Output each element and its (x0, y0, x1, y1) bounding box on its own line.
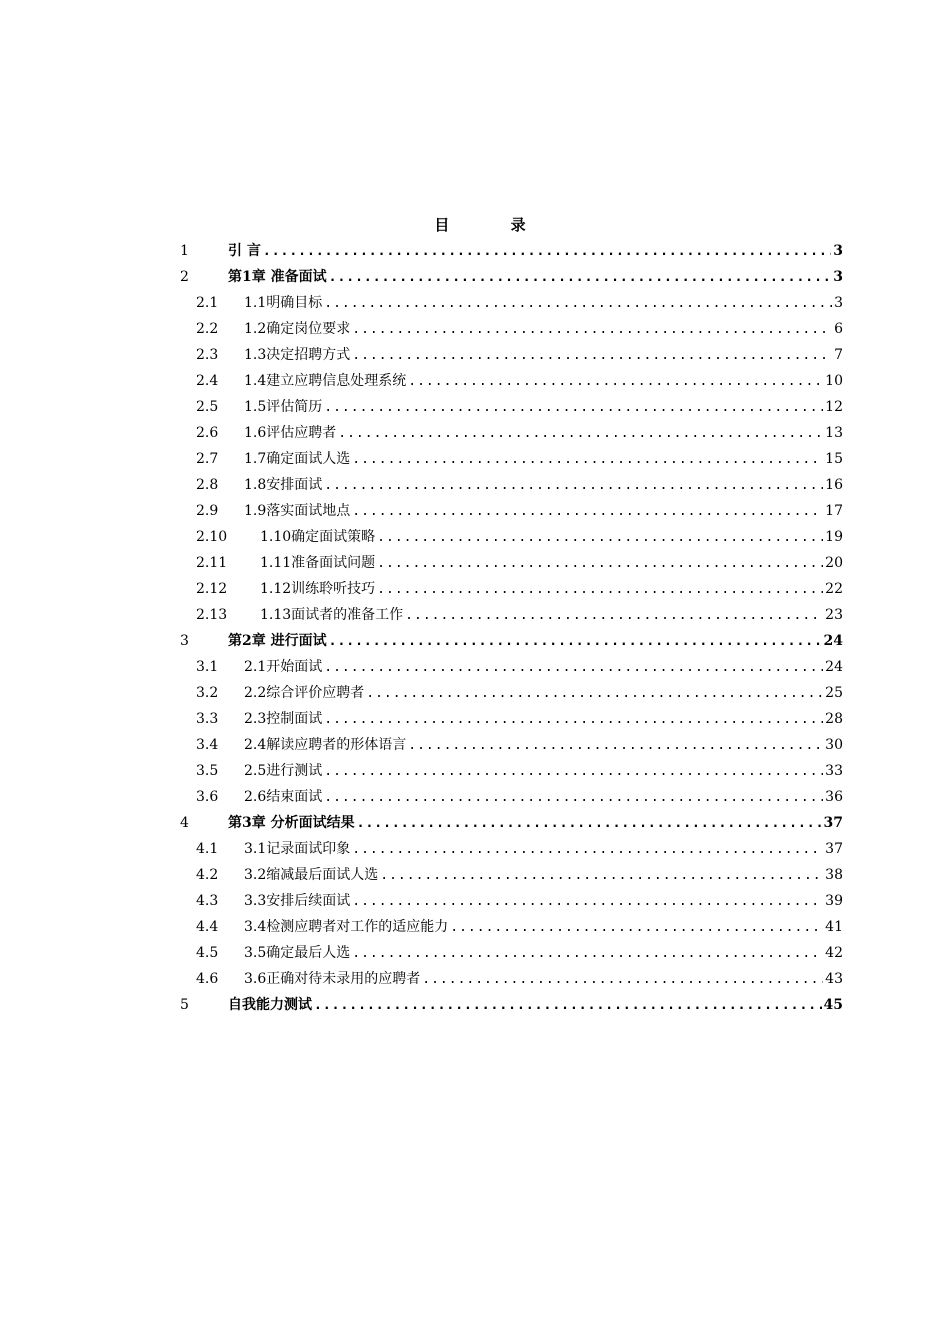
toc-entry-title: 1.9落实面试地点 (244, 503, 351, 519)
toc-entry[interactable] (180, 524, 843, 550)
toc-entry[interactable] (180, 342, 843, 368)
toc-dot-leader (377, 577, 823, 603)
toc-entry-page: 15 (825, 451, 843, 467)
toc-dot-leader (352, 343, 832, 369)
toc-list (180, 238, 843, 1018)
toc-entry-number: 4.6 (196, 971, 219, 987)
toc-entry[interactable] (180, 264, 843, 290)
toc-entry[interactable] (180, 836, 843, 862)
toc-dot-leader (352, 447, 823, 473)
toc-entry[interactable] (180, 810, 843, 836)
toc-dot-leader (329, 265, 832, 291)
toc-entry-number: 3.3 (196, 711, 219, 727)
toc-entry-number: 2.13 (196, 607, 228, 623)
toc-entry-number: 5 (180, 997, 189, 1013)
toc-entry-title: 1.13面试者的准备工作 (260, 607, 404, 623)
toc-entry-page: 10 (825, 373, 843, 389)
toc-entry[interactable] (180, 654, 843, 680)
toc-entry[interactable] (180, 966, 843, 992)
toc-entry-number: 2.3 (196, 347, 219, 363)
toc-entry[interactable] (180, 680, 843, 706)
toc-entry-number: 4.2 (196, 867, 219, 883)
toc-entry-title: 1.8安排面试 (244, 477, 323, 493)
toc-entry-number: 4.4 (196, 919, 219, 935)
toc-entry-title: 第3章 分析面试结果 (228, 815, 355, 831)
toc-entry-page: 37 (825, 841, 843, 857)
toc-entry-number: 2.1 (196, 295, 219, 311)
toc-entry-title: 3.4检测应聘者对工作的适应能力 (244, 919, 449, 935)
toc-entry-page: 41 (825, 919, 843, 935)
toc-entry-title: 1.10确定面试策略 (260, 529, 376, 545)
toc-entry[interactable] (180, 368, 843, 394)
toc-entry[interactable] (180, 238, 843, 264)
toc-entry-title: 3.3安排后续面试 (244, 893, 351, 909)
toc-entry-page: 7 (834, 347, 843, 363)
toc-dot-leader (324, 759, 823, 785)
toc-entry[interactable] (180, 914, 843, 940)
toc-entry-number: 2.2 (196, 321, 219, 337)
toc-dot-leader (380, 863, 823, 889)
toc-entry-title: 1.5评估简历 (244, 399, 323, 415)
toc-entry-page: 19 (825, 529, 843, 545)
toc-entry-page: 24 (825, 659, 843, 675)
toc-entry[interactable] (180, 446, 843, 472)
toc-entry-page: 37 (823, 815, 843, 831)
toc-entry-title: 3.6正确对待未录用的应聘者 (244, 971, 421, 987)
toc-entry-number: 2.10 (196, 529, 228, 545)
toc-title: 目 录 (434, 216, 554, 234)
toc-entry-number: 2.11 (196, 555, 228, 571)
toc-entry[interactable] (180, 576, 843, 602)
toc-dot-leader (324, 707, 823, 733)
toc-entry-title: 2.4解读应聘者的形体语言 (244, 737, 407, 753)
toc-entry[interactable] (180, 732, 843, 758)
toc-entry-page: 24 (823, 633, 843, 649)
toc-dot-leader (352, 941, 823, 967)
toc-dot-leader (352, 837, 823, 863)
toc-entry[interactable] (180, 290, 843, 316)
toc-dot-leader (352, 499, 823, 525)
toc-entry-page: 28 (825, 711, 843, 727)
toc-dot-leader (329, 629, 822, 655)
toc-dot-leader (408, 733, 823, 759)
toc-entry-title: 引 言 (228, 243, 261, 259)
toc-dot-leader (357, 811, 822, 837)
toc-entry-number: 2.6 (196, 425, 219, 441)
toc-entry-page: 16 (825, 477, 843, 493)
toc-entry-page: 39 (825, 893, 843, 909)
toc-entry[interactable] (180, 992, 843, 1018)
toc-dot-leader (263, 239, 831, 265)
toc-dot-leader (450, 915, 823, 941)
toc-dot-leader (377, 525, 823, 551)
toc-entry[interactable] (180, 316, 843, 342)
toc-entry-title: 1.11准备面试问题 (260, 555, 376, 571)
toc-entry-title: 自我能力测试 (228, 997, 312, 1013)
toc-entry-page: 3 (833, 269, 843, 285)
toc-entry-title: 2.3控制面试 (244, 711, 323, 727)
toc-entry[interactable] (180, 706, 843, 732)
toc-entry-page: 42 (825, 945, 843, 961)
toc-dot-leader (405, 603, 823, 629)
toc-entry-page: 25 (825, 685, 843, 701)
toc-entry[interactable] (180, 472, 843, 498)
toc-entry-number: 3.6 (196, 789, 219, 805)
toc-entry-title: 1.2确定岗位要求 (244, 321, 351, 337)
toc-entry-title: 1.12训练聆听技巧 (260, 581, 376, 597)
toc-dot-leader (408, 369, 823, 395)
toc-entry-number: 4.5 (196, 945, 219, 961)
toc-entry-number: 2.12 (196, 581, 228, 597)
toc-entry-page: 20 (825, 555, 843, 571)
toc-entry-page: 38 (825, 867, 843, 883)
toc-entry-number: 2.9 (196, 503, 219, 519)
toc-dot-leader (324, 395, 823, 421)
toc-entry-title: 1.7确定面试人选 (244, 451, 351, 467)
toc-entry-page: 33 (825, 763, 843, 779)
toc-dot-leader (366, 681, 823, 707)
toc-entry[interactable] (180, 628, 843, 654)
toc-dot-leader (338, 421, 823, 447)
toc-entry-page: 45 (823, 997, 843, 1013)
toc-entry-page: 12 (825, 399, 843, 415)
toc-entry-title: 2.6结束面试 (244, 789, 323, 805)
toc-entry-number: 2.8 (196, 477, 219, 493)
toc-dot-leader (324, 785, 823, 811)
toc-entry-number: 3.2 (196, 685, 219, 701)
toc-entry-title: 第1章 准备面试 (228, 269, 327, 285)
toc-entry-title: 2.5进行测试 (244, 763, 323, 779)
toc-dot-leader (422, 967, 823, 993)
toc-entry-title: 2.1开始面试 (244, 659, 323, 675)
toc-entry[interactable] (180, 862, 843, 888)
toc-entry-title: 3.1记录面试印象 (244, 841, 351, 857)
toc-entry-title: 1.1明确目标 (244, 295, 323, 311)
toc-dot-leader (324, 655, 823, 681)
toc-entry[interactable] (180, 888, 843, 914)
toc-entry-title: 1.6评估应聘者 (244, 425, 337, 441)
toc-entry-number: 2 (180, 269, 189, 285)
toc-entry-number: 1 (180, 243, 189, 259)
toc-entry[interactable] (180, 550, 843, 576)
toc-dot-leader (377, 551, 823, 577)
toc-entry[interactable] (180, 420, 843, 446)
toc-entry-number: 4.1 (196, 841, 219, 857)
toc-entry[interactable] (180, 784, 843, 810)
toc-entry-page: 13 (825, 425, 843, 441)
toc-entry-number: 4 (180, 815, 189, 831)
toc-entry-title: 3.2缩减最后面试人选 (244, 867, 379, 883)
toc-entry[interactable] (180, 498, 843, 524)
toc-entry[interactable] (180, 394, 843, 420)
toc-entry-page: 43 (825, 971, 843, 987)
toc-entry-number: 3.4 (196, 737, 219, 753)
toc-entry[interactable] (180, 602, 843, 628)
toc-entry-page: 30 (825, 737, 843, 753)
toc-entry-page: 6 (834, 321, 843, 337)
toc-entry-page: 17 (825, 503, 843, 519)
toc-entry-page: 3 (834, 295, 843, 311)
toc-entry[interactable] (180, 940, 843, 966)
toc-entry-number: 2.4 (196, 373, 219, 389)
toc-entry-page: 22 (825, 581, 843, 597)
toc-entry[interactable] (180, 758, 843, 784)
toc-entry-number: 4.3 (196, 893, 219, 909)
toc-dot-leader (324, 473, 823, 499)
toc-entry-page: 23 (825, 607, 843, 623)
toc-entry-title: 1.3决定招聘方式 (244, 347, 351, 363)
toc-entry-page: 36 (825, 789, 843, 805)
toc-entry-title: 3.5确定最后人选 (244, 945, 351, 961)
toc-entry-number: 2.7 (196, 451, 219, 467)
toc-entry-number: 3.5 (196, 763, 219, 779)
toc-entry-title: 第2章 进行面试 (228, 633, 327, 649)
toc-dot-leader (352, 889, 823, 915)
toc-entry-number: 3.1 (196, 659, 219, 675)
toc-dot-leader (324, 291, 832, 317)
toc-dot-leader (314, 993, 822, 1019)
toc-entry-title: 2.2综合评价应聘者 (244, 685, 365, 701)
toc-entry-page: 3 (833, 243, 843, 259)
toc-entry-number: 3 (180, 633, 189, 649)
toc-dot-leader (352, 317, 832, 343)
toc-entry-title: 1.4建立应聘信息处理系统 (244, 373, 407, 389)
toc-entry-number: 2.5 (196, 399, 219, 415)
